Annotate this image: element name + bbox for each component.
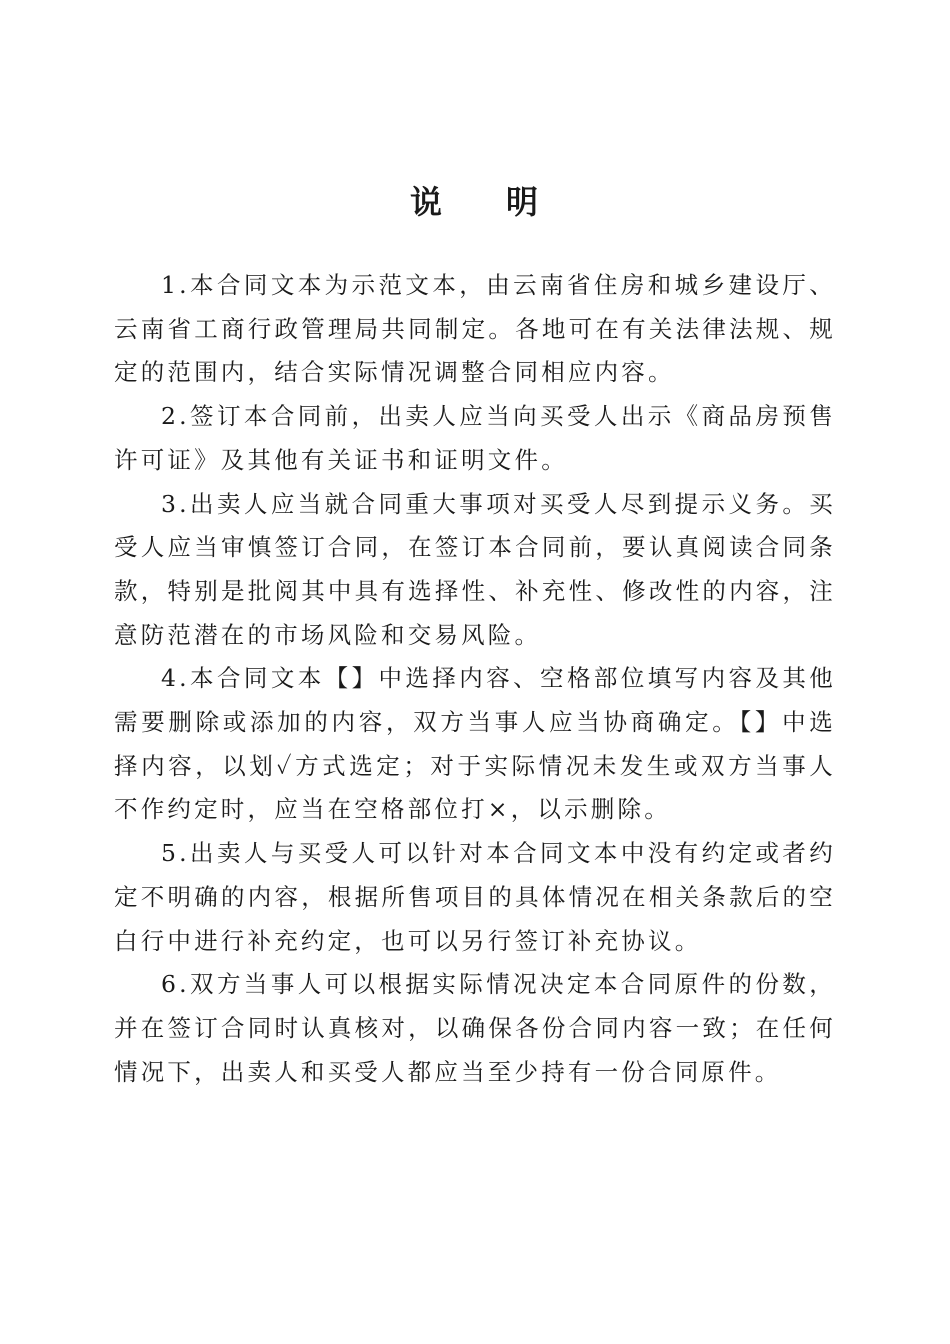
instruction-paragraph-3: 3.出卖人应当就合同重大事项对买受人尽到提示义务。买受人应当审慎签订合同，在签订本合同前，要认真阅读合同条款，特别是批阅其中具有选择性、补充性、修改性的内容，注意防范潜在的市场风险和交易风险。 xyxy=(114,489,836,649)
instructions-body xyxy=(114,264,836,1094)
page-title xyxy=(114,178,836,226)
instruction-paragraph-5: 5.出卖人与买受人可以针对本合同文本中没有约定或者约定不明确的内容，根据所售项目的具体情况在相关条款后的空白行中进行补充约定，也可以另行签订补充协议。 xyxy=(114,839,836,955)
instruction-paragraph-6: 6.双方当事人可以根据实际情况决定本合同原件的份数，并在签订合同时认真核对，以确保各份合同内容一致；在任何情况下，出卖人和买受人都应当至少持有一份合同原件。 xyxy=(114,970,836,1086)
instruction-paragraph-4: 4.本合同文本【】中选择内容、空格部位填写内容及其他需要删除或添加的内容，双方当事人应当协商确定。【】中选择内容，以划✓方式选定；对于实际情况未发生或双方当事人不作约定时，应当在空格部位打×，以示删除。 xyxy=(114,664,836,824)
instruction-paragraph-1: 1.本合同文本为示范文本，由云南省住房和城乡建设厅、云南省工商行政管理局共同制定。各地可在有关法律法规、规定的范围内，结合实际情况调整合同相应内容。 xyxy=(114,271,836,387)
title-char-2: 明 xyxy=(506,183,541,221)
title-char-1: 说 xyxy=(409,183,444,221)
instruction-paragraph-2: 2.签订本合同前，出卖人应当向买受人出示《商品房预售许可证》及其他有关证书和证明文件。 xyxy=(114,402,836,474)
